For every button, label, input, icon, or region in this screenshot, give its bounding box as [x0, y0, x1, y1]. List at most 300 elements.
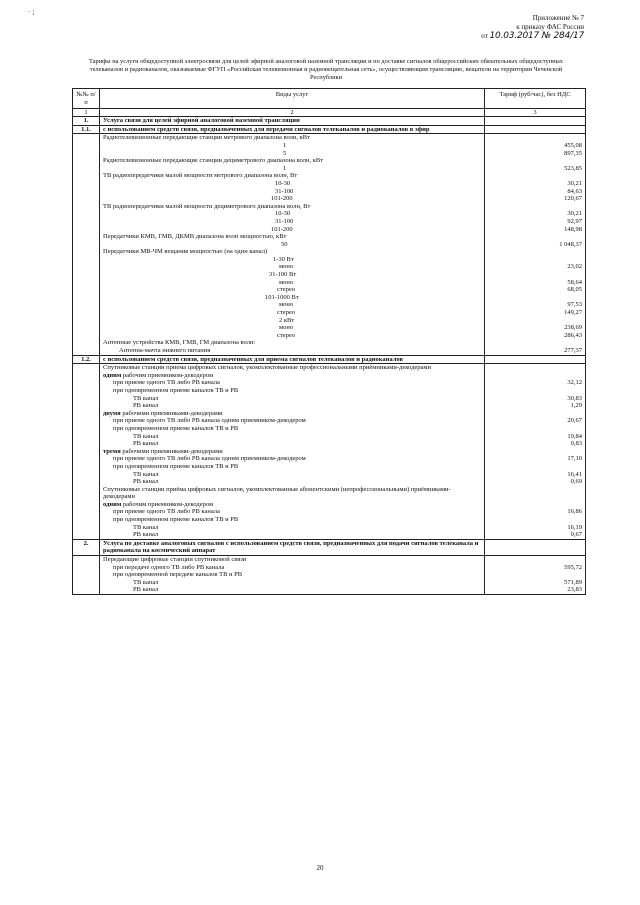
tariff-value: 97,53 — [485, 301, 586, 309]
tariff-value: 149,27 — [485, 309, 586, 317]
section-row — [73, 125, 586, 134]
service-description — [100, 117, 485, 126]
column-number: 2 — [100, 109, 485, 117]
service-description — [100, 324, 485, 332]
tariff-value: 30,21 — [485, 180, 586, 188]
table-row — [73, 571, 586, 579]
tariff-value: 19,84 — [485, 433, 586, 441]
row-number — [73, 586, 100, 594]
tariff-value: 30,83 — [485, 395, 586, 403]
service-description — [100, 387, 485, 395]
tariff-value: 92,97 — [485, 218, 586, 226]
table-row — [73, 486, 586, 501]
row-number — [73, 317, 100, 325]
table-row — [73, 324, 586, 332]
service-description — [100, 395, 485, 403]
service-text: ТВ канал — [133, 578, 159, 586]
service-description — [100, 241, 485, 249]
tariff-value — [485, 501, 586, 509]
table-row — [73, 203, 586, 211]
service-description — [100, 455, 485, 463]
service-text: Радиотелевизионные передающие станции дециметрового диапазона волн, кВт — [103, 157, 324, 165]
service-text: при приеме одного ТВ либо РВ канала одним приемником-декодером — [113, 455, 306, 463]
service-description — [100, 579, 485, 587]
service-text: с использованием средств связи, предназначенных для передачи сигналов телеканалов и радиоканалов в эфир — [103, 125, 430, 133]
table-row — [73, 241, 586, 249]
tariff-value — [485, 233, 586, 241]
row-number — [73, 218, 100, 226]
row-number — [73, 524, 100, 532]
row-number — [73, 379, 100, 387]
tariff-value: 0,67 — [485, 531, 586, 539]
column-number: 3 — [485, 109, 586, 117]
tariff-value: 16,41 — [485, 471, 586, 479]
service-text: РВ канал — [133, 586, 159, 594]
service-description — [100, 125, 485, 134]
tariff-value — [485, 248, 586, 256]
tariff-value: 23,83 — [485, 586, 586, 594]
service-description — [100, 157, 485, 165]
service-text: одним рабочим приемником-декодером — [103, 500, 214, 508]
service-text: моно — [279, 263, 294, 271]
service-text: 5 — [283, 149, 287, 157]
row-number — [73, 372, 100, 380]
table-row — [73, 150, 586, 158]
row-number — [73, 195, 100, 203]
tariff-value — [485, 294, 586, 302]
table-row — [73, 301, 586, 309]
service-description — [100, 256, 485, 264]
table-row — [73, 402, 586, 410]
table-row — [73, 157, 586, 165]
row-number — [73, 433, 100, 441]
tariff-value — [485, 463, 586, 471]
service-text: Антенные устройства КМВ, ГМВ, ГМ диапазона волн: — [103, 339, 256, 347]
row-number — [73, 425, 100, 433]
tariff-value: 1,29 — [485, 402, 586, 410]
tariff-value — [485, 372, 586, 380]
service-text: Спутниковые станции приёма цифровых сигналов, укомплектованные абонентскими (непрофессиональными) приёмниками-декодерами — [103, 485, 451, 501]
service-description — [100, 440, 485, 448]
tariff-value: 120,67 — [485, 195, 586, 203]
table-row — [73, 531, 586, 539]
table-row — [73, 180, 586, 188]
row-number — [73, 210, 100, 218]
tariff-value — [485, 425, 586, 433]
service-description — [100, 379, 485, 387]
service-text: при одновременном приеме каналов ТВ и РВ — [113, 462, 239, 470]
service-text: 1-30 Вт — [273, 255, 294, 263]
tariff-value: 84,63 — [485, 188, 586, 196]
service-description — [100, 364, 485, 372]
table-row — [73, 256, 586, 264]
table-row — [73, 417, 586, 425]
service-description — [100, 248, 485, 256]
service-description — [100, 188, 485, 196]
section-row — [73, 539, 586, 555]
service-text: при передаче одного ТВ либо РВ канала — [113, 563, 225, 571]
service-text: РВ канал — [133, 440, 159, 448]
row-number: 2. — [73, 539, 100, 555]
service-text: Передающие цифровые станции спутниковой связи — [103, 556, 247, 564]
service-description — [100, 372, 485, 380]
table-row — [73, 279, 586, 287]
row-number: 1.1. — [73, 125, 100, 134]
tariff-value: 17,10 — [485, 455, 586, 463]
tariff-value — [485, 539, 586, 555]
service-description — [100, 263, 485, 271]
row-number — [73, 478, 100, 486]
row-number — [73, 286, 100, 294]
tariff-value — [485, 203, 586, 211]
row-number — [73, 387, 100, 395]
service-description — [100, 417, 485, 425]
handwritten-date-number: 10.03.2017 № 284/17 — [489, 31, 584, 41]
tariff-value — [485, 271, 586, 279]
tariff-value — [485, 134, 586, 142]
table-row — [73, 364, 586, 372]
row-number — [73, 440, 100, 448]
service-description — [100, 301, 485, 309]
row-number: 1.2. — [73, 355, 100, 364]
order-reference: к приказу ФАС России — [516, 23, 584, 31]
service-description — [100, 564, 485, 572]
tariff-value — [485, 486, 586, 501]
table-row — [73, 501, 586, 509]
service-text: стерео — [277, 331, 295, 339]
service-description — [100, 463, 485, 471]
tariff-value: 286,43 — [485, 332, 586, 340]
tariff-value: 1 048,37 — [485, 241, 586, 249]
service-description — [100, 233, 485, 241]
tariff-value: 277,37 — [485, 347, 586, 355]
tariff-value: 30,21 — [485, 210, 586, 218]
row-number — [73, 172, 100, 180]
row-number — [73, 471, 100, 479]
tariff-value: 523,85 — [485, 165, 586, 173]
service-text: Радиотелевизионные передающие станции метрового диапазона волн, кВт — [103, 134, 310, 142]
tariff-value: 455,08 — [485, 142, 586, 150]
table-row — [73, 433, 586, 441]
service-text: при приеме одного ТВ либо РВ канала одним приемником-декодером — [113, 417, 306, 425]
row-number — [73, 188, 100, 196]
table-row — [73, 188, 586, 196]
service-description — [100, 556, 485, 564]
column-number: 1 — [73, 109, 100, 117]
tariff-value — [485, 387, 586, 395]
service-description — [100, 508, 485, 516]
table-row — [73, 218, 586, 226]
table-row — [73, 142, 586, 150]
service-text: с использованием средств связи, предназначенных для приема сигналов телеканалов и радиоканалов — [103, 355, 403, 363]
service-text: стерео — [277, 309, 295, 317]
service-text: РВ канал — [133, 531, 159, 539]
bold-word: одним — [103, 371, 122, 379]
tariff-value — [485, 355, 586, 364]
service-text: 10-30 — [275, 210, 291, 218]
service-text: моно — [279, 278, 294, 286]
service-text: Антенна-мачта нижнего питания — [119, 347, 211, 354]
row-number — [73, 556, 100, 564]
service-text: ТВ канал — [133, 394, 159, 402]
service-description — [100, 347, 485, 355]
tariff-value: 595,72 — [485, 564, 586, 572]
tariff-value: 16,19 — [485, 524, 586, 532]
row-number — [73, 256, 100, 264]
table-row — [73, 471, 586, 479]
table-row — [73, 286, 586, 294]
row-number — [73, 324, 100, 332]
service-text: моно — [279, 324, 294, 332]
table-body — [73, 117, 586, 595]
service-description — [100, 478, 485, 486]
service-text: при приеме одного ТВ либо РВ канала — [113, 508, 220, 516]
service-text: ТВ канал — [133, 470, 159, 478]
row-number — [73, 165, 100, 173]
header-number: №№ п/п — [73, 89, 100, 109]
service-text: при одновременном приеме каналов ТВ и РВ — [113, 516, 239, 524]
table-row — [73, 332, 586, 340]
page-number: 20 — [316, 864, 324, 872]
table-row — [73, 463, 586, 471]
service-description — [100, 410, 485, 418]
service-text: РВ канал — [133, 402, 159, 410]
table-row — [73, 339, 586, 347]
table-row — [73, 372, 586, 380]
row-number — [73, 203, 100, 211]
row-number — [73, 301, 100, 309]
service-description — [100, 471, 485, 479]
service-text: 31-100 Вт — [269, 271, 297, 279]
scan-marks: · ⁏ — [28, 8, 35, 16]
row-number — [73, 410, 100, 418]
table-row — [73, 379, 586, 387]
row-number: 1. — [73, 117, 100, 126]
table-row — [73, 579, 586, 587]
table-row — [73, 347, 586, 355]
service-description — [100, 226, 485, 234]
table-row — [73, 226, 586, 234]
table-row — [73, 440, 586, 448]
service-text: 31-100 — [275, 217, 294, 225]
section-row — [73, 355, 586, 364]
appendix-header — [444, 14, 584, 41]
tariff-value: 238,69 — [485, 324, 586, 332]
service-text: 1 — [283, 141, 287, 149]
service-text: при одновременной передаче каналов ТВ и РВ — [113, 571, 243, 579]
service-text: стерео — [277, 286, 295, 294]
table-row — [73, 508, 586, 516]
service-text: тремя рабочими приемниками-декодерами — [103, 447, 223, 455]
row-number — [73, 564, 100, 572]
table-row — [73, 195, 586, 203]
service-text: при приеме одного ТВ либо РВ канала — [113, 379, 220, 387]
table-row — [73, 556, 586, 564]
document-title: Тарифы на услуги общедоступной электросвязи для целей эфирной аналоговой наземной трансляции и по доставке сигналов общероссийских обязательных общедоступных телеканалов и радиоканалов, оказываемые ФГУП «Российская телевизионная и радиовещательная сеть», осуществляющим трансляцию, вещатели на территории Чеченской Республики — [88, 58, 564, 81]
service-text: одним рабочим приемником-декодером — [103, 371, 214, 379]
service-description — [100, 134, 485, 142]
service-text: 1 — [283, 164, 287, 172]
header-service: Виды услуг — [100, 89, 485, 109]
date-prefix: от — [481, 32, 488, 40]
table-row — [73, 263, 586, 271]
service-text: ТВ радиопередатчики малой мощности дециметрового диапазона волн, Вт — [103, 202, 311, 210]
row-number — [73, 516, 100, 524]
table-row — [73, 564, 586, 572]
row-number — [73, 241, 100, 249]
service-description — [100, 539, 485, 555]
service-text: ТВ канал — [133, 523, 159, 531]
service-description — [100, 425, 485, 433]
tariff-value: 68,05 — [485, 286, 586, 294]
table-row — [73, 425, 586, 433]
service-description — [100, 355, 485, 364]
service-description — [100, 195, 485, 203]
row-number — [73, 134, 100, 142]
table-row — [73, 586, 586, 594]
row-number — [73, 180, 100, 188]
service-description — [100, 142, 485, 150]
table-row — [73, 233, 586, 241]
row-number — [73, 364, 100, 372]
row-number — [73, 279, 100, 287]
bold-word: тремя — [103, 447, 121, 455]
service-text: Передатчики МВ-ЧМ вещания мощностью (на один канал) — [103, 248, 268, 256]
tariff-value: 148,98 — [485, 226, 586, 234]
service-text: Спутниковые станции приема цифровых сигналов, укомплектованные профессиональными приёмниками-декодерами — [103, 364, 432, 372]
table-row — [73, 172, 586, 180]
row-number — [73, 309, 100, 317]
service-description — [100, 180, 485, 188]
service-description — [100, 486, 485, 501]
service-description — [100, 402, 485, 410]
row-number — [73, 531, 100, 539]
tariff-value — [485, 256, 586, 264]
table-row — [73, 455, 586, 463]
order-date-line — [444, 32, 584, 41]
tariff-value — [485, 157, 586, 165]
row-number — [73, 339, 100, 347]
service-text: 50 — [281, 240, 288, 248]
service-description — [100, 165, 485, 173]
service-description — [100, 501, 485, 509]
tariff-value: 0,69 — [485, 478, 586, 486]
table-header-row — [73, 89, 586, 109]
tariff-value: 0,83 — [485, 440, 586, 448]
table-row — [73, 248, 586, 256]
service-text: 101-200 — [271, 225, 293, 233]
table-row — [73, 309, 586, 317]
table-row — [73, 294, 586, 302]
row-number — [73, 347, 100, 355]
service-description — [100, 339, 485, 347]
row-number — [73, 263, 100, 271]
row-number — [73, 233, 100, 241]
service-description — [100, 203, 485, 211]
service-description — [100, 309, 485, 317]
table-row — [73, 395, 586, 403]
tariff-value: 571,89 — [485, 579, 586, 587]
appendix-number: Приложение № 7 — [532, 14, 584, 22]
service-description — [100, 218, 485, 226]
service-description — [100, 294, 485, 302]
row-number — [73, 571, 100, 579]
row-number — [73, 157, 100, 165]
row-number — [73, 271, 100, 279]
tariff-value — [485, 556, 586, 564]
service-text: ТВ канал — [133, 432, 159, 440]
tariff-value — [485, 364, 586, 372]
table-row — [73, 448, 586, 456]
row-number — [73, 579, 100, 587]
table-row — [73, 387, 586, 395]
service-text: РВ канал — [133, 478, 159, 486]
row-number — [73, 226, 100, 234]
tariff-value: 897,35 — [485, 150, 586, 158]
service-text: 2 кВт — [279, 316, 295, 324]
bold-word: одним — [103, 500, 122, 508]
row-number — [73, 248, 100, 256]
service-text: Услуга связи для целей эфирной аналоговой наземной трансляции — [103, 117, 300, 125]
tariff-value: 23,02 — [485, 263, 586, 271]
row-number — [73, 417, 100, 425]
service-description — [100, 172, 485, 180]
service-text: моно — [279, 301, 294, 309]
service-text: 31-100 — [275, 187, 294, 195]
tariff-value — [485, 516, 586, 524]
row-number — [73, 402, 100, 410]
service-text: Услуга по доставке аналоговых сигналов с использованием средств связи, предназначенных для подачи сигналов телеканала и радиоканала на космический аппарат — [103, 539, 479, 555]
service-text: двумя рабочими приемниками-декодерами — [103, 409, 223, 417]
header-tariff: Тариф (руб/час), без НДС — [485, 89, 586, 109]
tariff-value: 20,67 — [485, 417, 586, 425]
column-number-row — [73, 109, 586, 117]
row-number — [73, 486, 100, 501]
tariff-value — [485, 571, 586, 579]
row-number — [73, 455, 100, 463]
row-number — [73, 294, 100, 302]
service-text: 101-1000 Вт — [265, 293, 299, 301]
row-number — [73, 508, 100, 516]
table-row — [73, 478, 586, 486]
service-text: ТВ радиопередатчики малой мощности метрового диапазона волн, Вт — [103, 172, 298, 180]
table-row — [73, 516, 586, 524]
service-description — [100, 531, 485, 539]
table-row — [73, 524, 586, 532]
tariff-table — [72, 88, 586, 595]
table-row — [73, 271, 586, 279]
service-description — [100, 210, 485, 218]
service-description — [100, 286, 485, 294]
service-text: при одновременном приеме каналов ТВ и РВ — [113, 424, 239, 432]
tariff-value: 16,86 — [485, 508, 586, 516]
row-number — [73, 332, 100, 340]
table-row — [73, 410, 586, 418]
tariff-value: 32,12 — [485, 379, 586, 387]
row-number — [73, 150, 100, 158]
service-description — [100, 516, 485, 524]
service-description — [100, 571, 485, 579]
table-row — [73, 134, 586, 142]
table-row — [73, 165, 586, 173]
service-description — [100, 317, 485, 325]
service-description — [100, 279, 485, 287]
service-text: 101-200 — [271, 195, 293, 203]
row-number — [73, 448, 100, 456]
service-text: Передатчики КМВ, ГМВ, ДКМВ диапазона волн мощностью, кВт — [103, 233, 287, 241]
tariff-value: 58,64 — [485, 279, 586, 287]
row-number — [73, 501, 100, 509]
